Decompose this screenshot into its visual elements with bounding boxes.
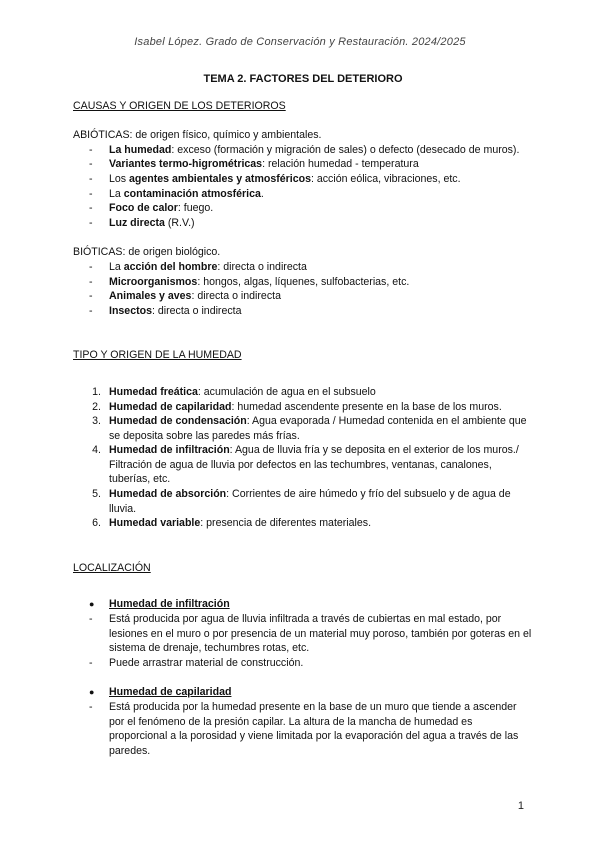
capilaridad-list [73,700,533,758]
dash-marker: - [89,172,93,185]
bioticas-item [73,275,533,290]
dash-marker: - [89,275,93,288]
item-description: : hongos, algas, líquenes, sulfobacterias, etc. [197,275,410,288]
item-term: Animales y aves [109,290,192,303]
dash-marker: - [89,304,93,317]
item-term: Insectos [109,304,152,317]
subheading-capilaridad [73,685,533,700]
bioticas-list [73,260,533,318]
item-description: : presencia de diferentes materiales. [200,517,372,530]
item-text: Está producida por agua de lluvia infiltrada a través de cubiertas en mal estado, por lesiones en el muro o por presencia de un material muy poroso, también por goteras en el sistema de drenaje, techumbres rotas, etc. [109,613,532,655]
section-heading-causas: CAUSAS Y ORIGEN DE LOS DETERIOROS [73,99,286,112]
item-description: : relación humedad - temperatura [262,158,419,171]
dash-marker: - [89,656,93,669]
humedad-type-item [73,443,533,487]
page-number: 1 [517,800,524,812]
abioticas-item [73,172,533,187]
item-description: : Agua de lluvia fría y se deposita en el exterior de los muros./ Filtración de agua de lluvia por defectos en las techumbres, ventanas, canalones, tuberías, etc. [109,444,519,486]
item-description: : exceso (formación y migración de sales) o defecto (desecado de muros). [171,143,520,156]
dash-marker: - [89,216,93,229]
document-title: TEMA 2. FACTORES DEL DETERIORO [203,73,403,85]
capilaridad-block [73,685,533,700]
item-number: 1. [92,385,101,398]
item-description: . [260,187,264,200]
item-number: 4. [92,444,101,457]
humedad-types-list [73,385,533,531]
bioticas-item [73,289,533,304]
item-prefix: Los [109,172,130,185]
item-description: (R.V.) [164,216,195,229]
item-number: 2. [92,400,101,413]
dash-marker: - [89,187,93,200]
item-description: : directa o indirecta [191,290,281,303]
item-number: 3. [92,415,101,428]
humedad-type-item [73,385,533,400]
abioticas-intro: ABIÓTICAS: de origen físico, químico y ambientales. [73,129,322,142]
item-term: acción del hombre [123,260,218,273]
subheading-infiltracion-text: Humedad de infiltración [109,598,230,611]
item-description: : Agua evaporada / Humedad contenida en el ambiente que se deposita sobre las paredes más frías. [109,415,527,442]
item-text: Puede arrastrar material de construcción. [109,656,304,669]
item-term: Variantes termo-higrométricas [109,158,263,171]
subheading-infiltracion [73,597,533,612]
item-description: : humedad ascendente presente en la base de los muros. [231,400,502,413]
item-term: Humedad de capilaridad [109,400,232,413]
humedad-type-item [73,400,533,415]
dash-marker: - [89,613,93,626]
item-description: : fuego. [177,202,214,215]
capilaridad-item [73,700,533,758]
infiltracion-list [73,612,533,670]
abioticas-item [73,201,533,216]
item-term: Humedad freática [109,385,198,398]
abioticas-item [73,216,533,231]
item-description: : Corrientes de aire húmedo y frío del subsuelo y de agua de lluvia. [109,488,511,515]
infiltracion-item [73,656,533,671]
dash-marker: - [89,290,93,303]
item-term: contaminación atmosférica [123,187,261,200]
abioticas-item [73,143,533,158]
subheading-capilaridad-text: Humedad de capilaridad [109,686,232,699]
humedad-type-item [73,516,533,531]
dash-marker: - [89,701,93,713]
page-header: Isabel López. Grado de Conservación y Restauración. 2024/2025 [134,36,466,48]
abioticas-list [73,143,533,231]
abioticas-item [73,157,533,172]
item-term: Luz directa [109,216,165,229]
dash-marker: - [89,260,93,273]
item-description: : directa o indirecta [151,304,242,317]
abioticas-item [73,187,533,202]
dash-marker: - [89,143,93,156]
item-term: Foco de calor [109,202,178,215]
item-term: La humedad [109,143,172,156]
infiltracion-block [73,597,533,612]
section-heading-localizacion: LOCALIZACIÓN [73,561,151,574]
item-term: Humedad de infiltración [109,444,230,457]
bullet-marker: ● [89,599,95,610]
bioticas-intro: BIÓTICAS: de origen biológico. [73,246,221,259]
bioticas-item [73,260,533,275]
bullet-marker: ● [89,687,95,698]
dash-marker: - [89,158,93,171]
item-number: 6. [92,517,101,530]
bioticas-item [73,304,533,319]
section-heading-tipo: TIPO Y ORIGEN DE LA HUMEDAD [73,349,242,362]
item-term: Microorganismos [109,275,198,288]
humedad-type-item [73,487,533,516]
humedad-type-item [73,414,533,443]
item-description: : acción eólica, vibraciones, etc. [310,172,461,185]
item-term: Humedad variable [109,517,201,530]
item-description: : acumulación de agua en el subsuelo [197,385,376,398]
item-text: Está producida por la humedad presente en la base de un muro que tiende a ascender por el fenómeno de la presión capilar. La altura de la mancha de humedad es proporcional a la porosidad y viene limitada por la evaporación del agua a través de las paredes. [109,701,519,757]
item-description: : directa o indirecta [217,260,307,273]
item-term: Humedad de condensación [109,415,247,428]
page-content [73,72,533,758]
item-prefix: La [109,187,124,200]
item-term: agentes ambientales y atmosféricos [129,172,311,185]
item-prefix: La [109,260,124,273]
dash-marker: - [89,202,93,215]
item-term: Humedad de absorción [109,488,227,501]
infiltracion-item [73,612,533,656]
item-number: 5. [92,488,101,501]
